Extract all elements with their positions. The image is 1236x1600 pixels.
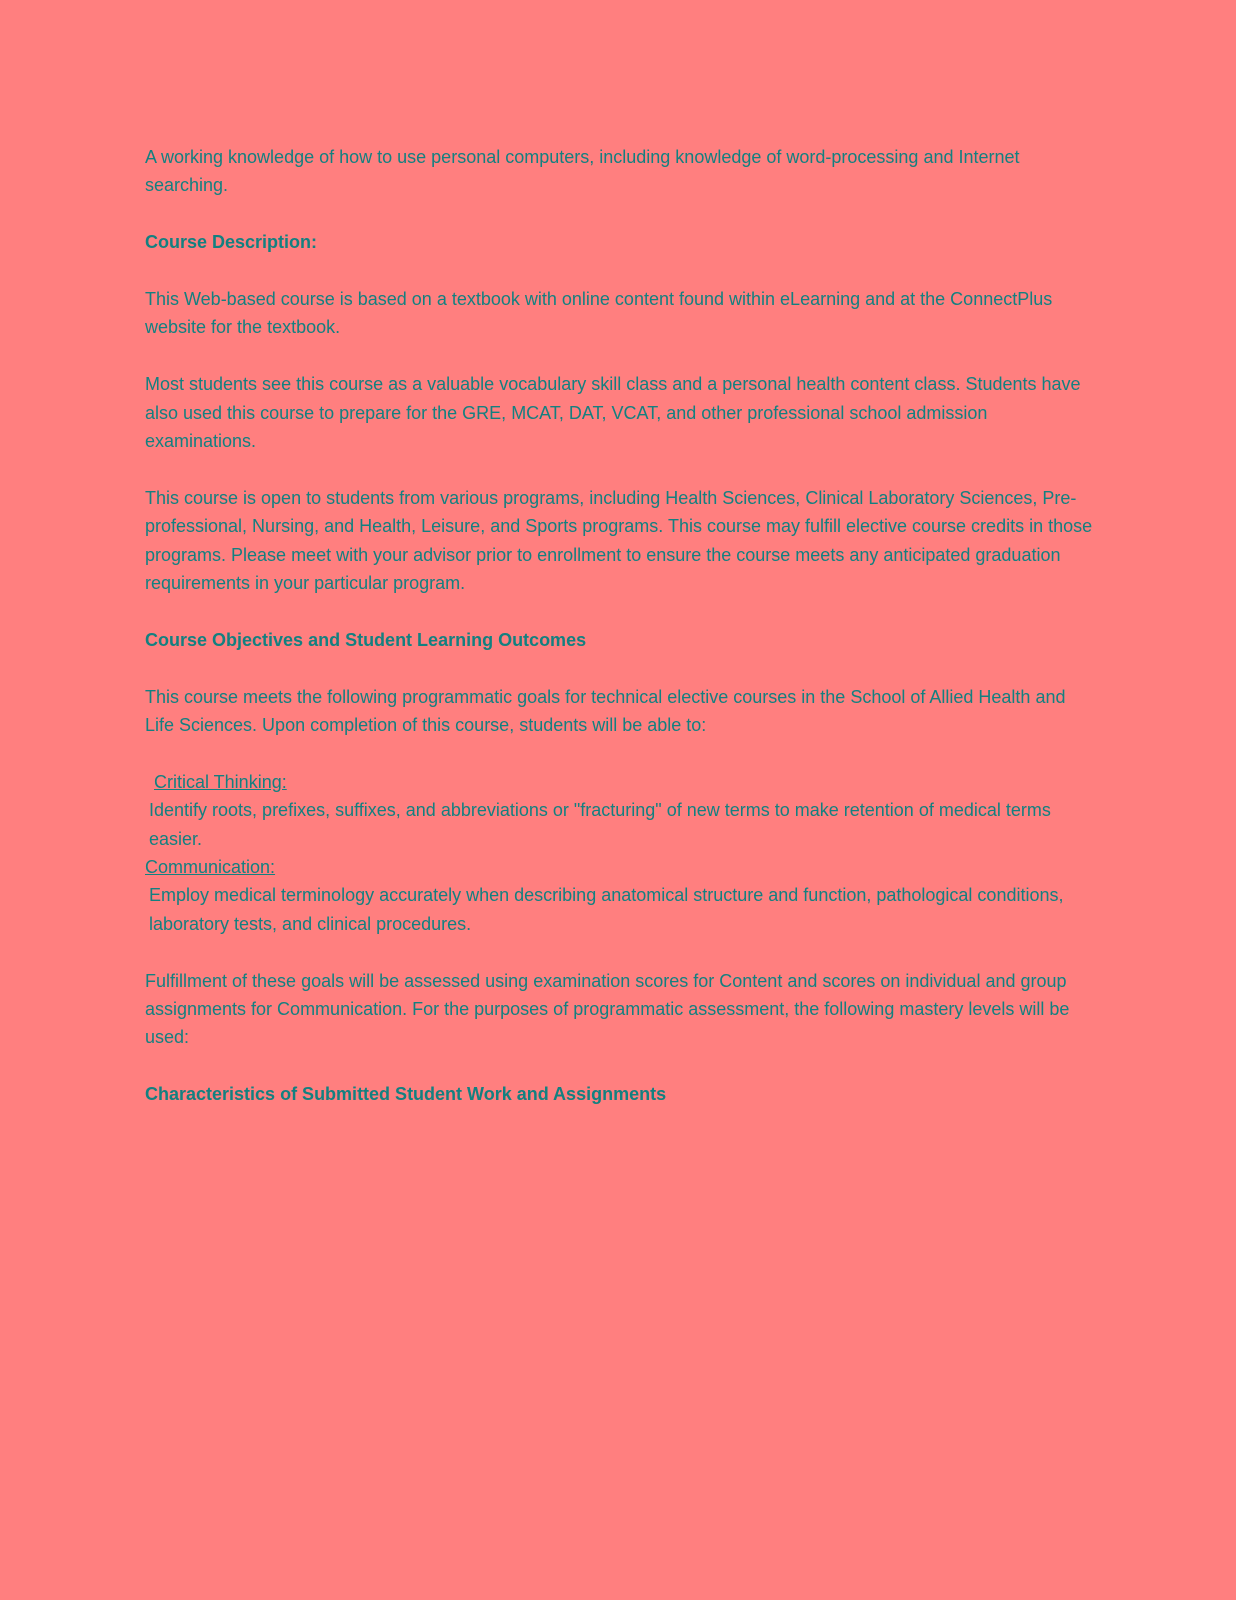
goal-text: Employ medical terminology accurately when describing anatomical structure and function, pathological conditions, laboratory tests, and clinical procedures. bbox=[149, 885, 1064, 934]
course-description-paragraph: This Web-based course is based on a textbook with online content found within eLearning and at the ConnectPlus website for the textbook. bbox=[145, 289, 1053, 338]
prerequisite-text: A working knowledge of how to use personal computers, including knowledge of word-processing and Internet searching. bbox=[145, 147, 1020, 196]
goal-label: Critical Thinking: bbox=[154, 771, 287, 792]
course-description-paragraph: Most students see this course as a valuable vocabulary skill class and a personal health content class. Students have also used this course to prepare for the GRE, MCAT, DAT, VCAT, and other professional school admission examinations. bbox=[145, 374, 1081, 452]
goals-list bbox=[145, 768, 1095, 938]
objectives-intro: This course meets the following programmatic goals for technical elective courses in the School of Allied Health and Life Sciences. Upon completion of this course, students will be able to: bbox=[145, 686, 1066, 736]
assessment-paragraph: Fulfillment of these goals will be assessed using examination scores for Content and scores on individual and group assignments for Communication. For the purposes of programmatic assessment, the following mastery levels will be used: bbox=[145, 970, 1070, 1048]
document-body bbox=[145, 143, 1095, 1137]
goal-text: Identify roots, prefixes, suffixes, and abbreviations or "fracturing" of new terms to make retention of medical terms easier. bbox=[149, 800, 1051, 849]
characteristics-heading: Characteristics of Submitted Student Work and Assignments bbox=[145, 1084, 667, 1105]
goal-label: Communication: bbox=[145, 857, 276, 878]
objectives-heading: Course Objectives and Student Learning Outcomes bbox=[145, 629, 587, 650]
goal-item-communication bbox=[145, 853, 1095, 881]
course-description-heading: Course Description: bbox=[145, 232, 318, 253]
course-description-paragraph: This course is open to students from various programs, including Health Sciences, Clinical Laboratory Sciences, Pre-professional, Nursing, and Health, Leisure, and Sports programs. This course may fulfill elective course credits in those programs. Please meet with your advisor prior to enrollment to ensure the course meets any anticipated graduation requirements in your particular program. bbox=[145, 487, 1093, 594]
goal-item-critical-thinking bbox=[145, 768, 1095, 796]
